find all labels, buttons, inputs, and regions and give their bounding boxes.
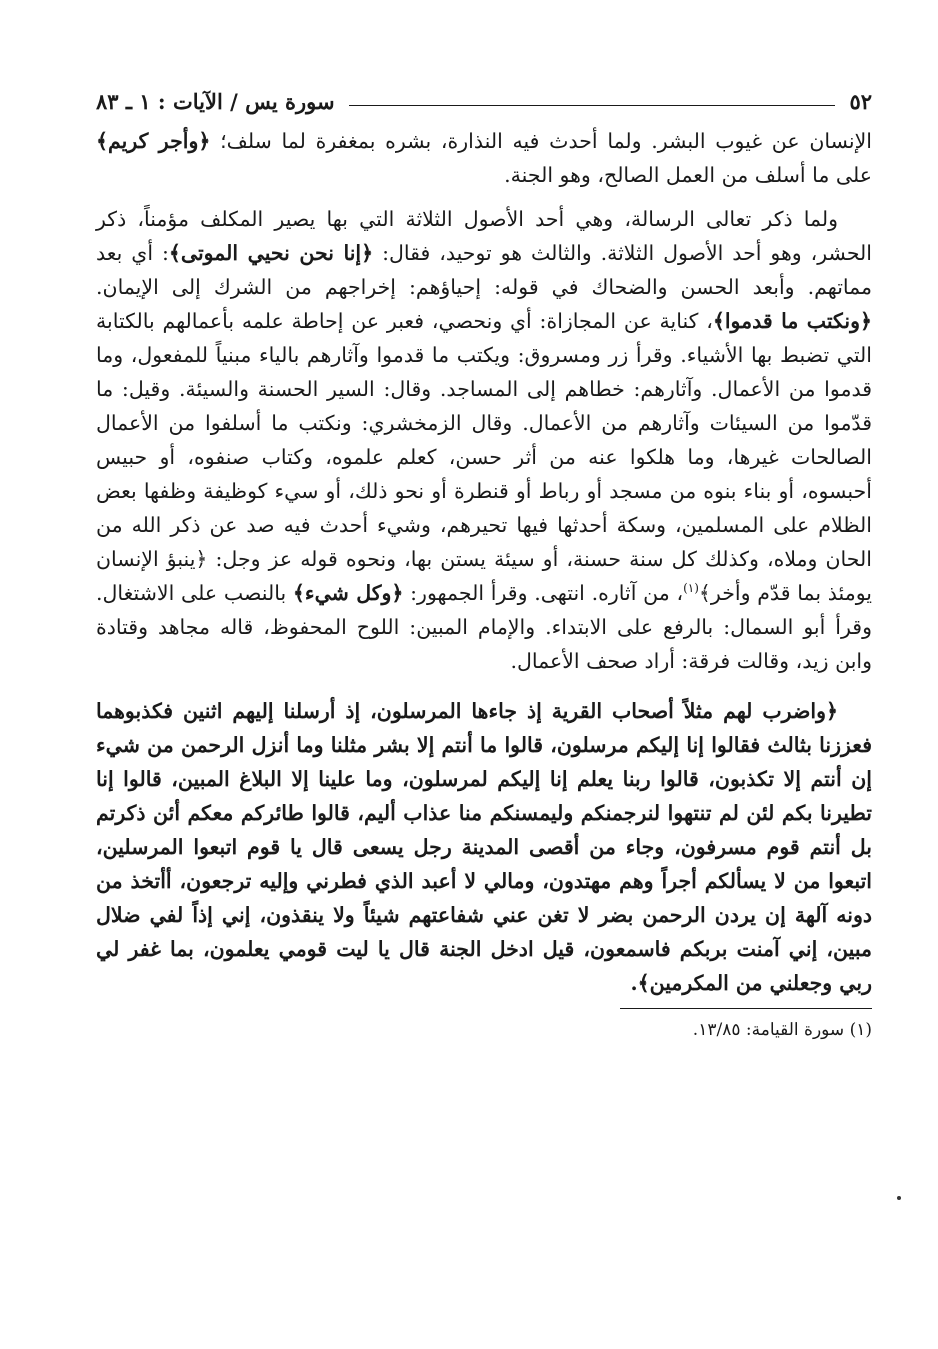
text-run: بالنصب على الاشتغال. وقرأ أبو السمال: بالرفع على الابتداء. والإمام المبين: اللوح المحفوظ، قاله مجاهد وقتادة وابن زيد، وقالت فرقة: أراد صحف الأعمال. bbox=[96, 581, 872, 673]
footnote-rule bbox=[620, 1008, 872, 1009]
text-run: : أي بعد مماتهم. وأبعد الحسن والضحاك في قوله: إحياؤهم: إخراجهم من الشرك إلى الإيمان. bbox=[96, 241, 872, 299]
page bbox=[96, 84, 872, 1043]
verses-block: ﴿واضرب لهم مثلاً أصحاب القرية إذ جاءها المرسلون، إذ أرسلنا إليهم اثنين فكذبوهما فعززنا بثالث فقالوا إنا إليكم مرسلون، قالوا ما أنتم إلا بشر مثلنا وما أنزل الرحمن من شيء إن أنتم إلا تكذبون، قالوا ربنا يعلم إنا إليكم لمرسلون، وما علينا إلا البلاغ المبين، قالوا إنا تطيرنا بكم لئن لم تنتهوا لنرجمنكم وليمسنكم منا عذاب أليم، قالوا طائركم معكم أئن ذكرتم بل أنتم قوم مسرفون، وجاء من أقصى المدينة رجل يسعى قال يا قوم اتبعوا المرسلين، اتبعوا من لا يسألكم أجراً وهم مهتدون، ومالي لا أعبد الذي فطرني وإليه ترجعون، أأتخذ من دونه آلهة إن يردن الرحمن بضر لا تغن عني شفاعتهم شيئاً ولا ينقذون، إني إذاً لفي ضلال مبين، إني آمنت بربكم فاسمعون، قيل ادخل الجنة قال يا ليت قومي يعلمون، بما غفر لي ربي وجعلني من المكرمين﴾. bbox=[96, 699, 872, 995]
header-rule bbox=[349, 105, 836, 106]
margin-dot bbox=[897, 1196, 901, 1200]
text-run: على ما أسلف من العمل الصالح، وهو الجنة. bbox=[504, 163, 872, 187]
page-number: ٥٢ bbox=[849, 89, 872, 114]
verse-quote: ﴿ونكتب ما قدموا﴾ bbox=[712, 309, 872, 333]
body-text bbox=[96, 124, 872, 678]
paragraph-2 bbox=[96, 202, 872, 678]
verse-quote: ﴿إنا نحن نحيي الموتى﴾ bbox=[168, 241, 374, 265]
footnote: (١) سورة القيامة: ١٣/٨٥. bbox=[692, 1020, 872, 1040]
text-run: ولما ذكر تعالى الرسالة، وهي أحد الأصول الثلاثة التي بها يصير المكلف مؤمناً، ذكر الحشر، وهو أحد الأصول الثلاثة. والثالث هو توحيد، فقال: bbox=[96, 207, 872, 265]
text-run: الإنسان عن غيوب البشر. ولما أحدث فيه النذارة، بشره بمغفرة لما سلف؛ bbox=[210, 129, 872, 153]
surah-title: سورة يس / الآيات : ١ ـ ٨٣ bbox=[96, 89, 335, 114]
text-run: ، من آثاره. انتهى. وقرأ الجمهور: bbox=[403, 581, 684, 605]
footnote-marker: (١) bbox=[683, 581, 699, 596]
verse-quote: ﴿ينبؤ الإنسان يومئذ بما قدّم وأخر﴾ bbox=[96, 547, 872, 605]
text-run: ، كناية عن المجازاة: أي ونحصي، فعبر عن إحاطة علمه بأعمالهم بالكتابة التي تضبط بها الأشياء. وقرأ زر ومسروق: ويكتب ما قدموا وآثارهم بالياء مبنياً للمفعول، وما قدموا من الأعمال. وآثارهم: خطاهم إلى المساجد. وقال: السير الحسنة والسيئة. وقيل: ما قدّموا من السيئات وآثارهم من الأعمال. وقال الزمخشري: ونكتب ما أسلفوا من الأعمال الصالحات غيرها، وما هلكوا عنه من أثر حسن، كعلم علموه، وكتاب صنفوه، أو حبيس أحبسوه، أو بناء بنوه من مسجد أو رباط أو قنطرة أو نحو ذلك، أو سيء كوظيفة وظفها بعض الظلام على المسلمين، وسكة أحدثها فيها تحيرهم، وشيء أحدث فيه صد عن ذكر الله من الحان وملاه، وكذلك كل سنة حسنة، أو سيئة يستن بها، ونحوه قوله عز وجل: bbox=[96, 309, 872, 571]
verse-quote: ﴿وكل شيء﴾ bbox=[292, 581, 404, 605]
running-head bbox=[96, 84, 872, 114]
paragraph-1 bbox=[96, 124, 872, 192]
verse-quote: ﴿وأجر كريم﴾ bbox=[96, 129, 211, 153]
